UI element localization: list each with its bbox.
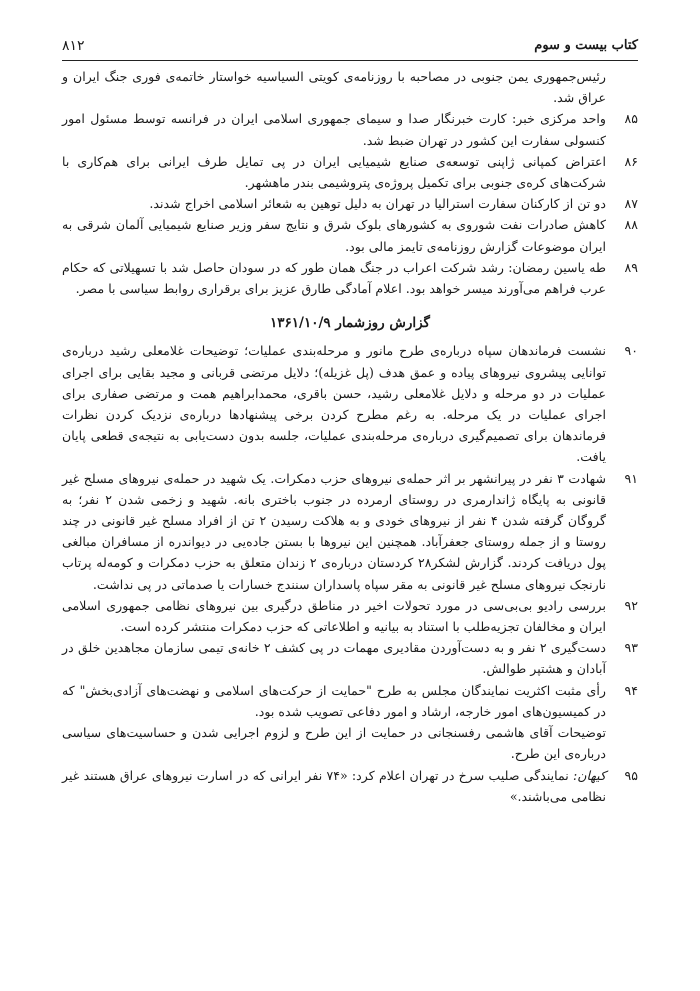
entry-number: ۸۷	[624, 196, 638, 212]
entry-text: دست‌گیری ۲ نفر و به دست‌آوردن مقادیری مهمات در پی کشف ۲ خانه‌ی تیمی سازمان مجاهدین خلق در آبادان و هشتپر طوالش.	[62, 640, 606, 677]
entry-number: ۸۹	[624, 259, 638, 275]
entry-body: نمایندگی صلیب سرخ در تهران اعلام کرد: «۷۴ نفر ایرانی که در اسارت نیروهای عراق هستند غیر نظامی می‌باشند.»	[62, 767, 606, 804]
entry-text: شهادت ۳ نفر در پیرانشهر بر اثر حمله‌ی نیروهای حزب دمکرات. یک شهید در حمله‌ی نیروهای مسلح غیر قانونی به پایگاه ژاندارمری در روستای ارمرده در جنوب باختری بانه. شهید و زخمی شدن ۲ نفر؛ به گروگان گرفته شدن ۴ نفر از نیروهای خودی و به هلاکت رسیدن ۲ تن از افراد مسلح غیر قانونی در چند روستا و از جمله روستای جعفرآباد. همچنین این نیروها با بستن جاده‌یی در دیواندره از مسافران مبالغی پول دریافت کردند. گزارش لشکر۲۸ کردستان درباره‌ی ۲ زندان متعلق به حزب دمکرات و کومه‌له پرتاب نارنجک نیروهای مسلح غیر قانونی به مقر سپاه پاسداران سنندج خسارات یا صدماتی در پی نداشت.	[62, 470, 606, 592]
entry-text: طه یاسین رمضان: رشد شرکت اعراب در جنگ همان طور که در سودان حاصل شد با تسهیلاتی که حکام عرب فراهم می‌آورند میسر خواهد بود. اعلام آمادگی طارق عزیز برای برقراری روابط سیاسی با مصر.	[62, 259, 606, 297]
entry-text: دو تن از کارکنان سفارت استرالیا در تهران به دلیل توهین به شعائر اسلامی اخراج شدند.	[149, 196, 606, 212]
entry-number: ۹۵	[624, 767, 638, 783]
entry-85	[62, 108, 638, 150]
section-heading: گزارش روزشمار ۱۳۶۱/۱۰/۹	[270, 315, 430, 332]
entry-93	[62, 637, 638, 679]
entry-86	[62, 151, 638, 193]
entry-text: رأی مثبت اکثریت نمایندگان مجلس به طرح "حمایت از حرکت‌های اسلامی و نهضت‌های آزادی‌بخش" که در کمیسیون‌های امور خارجه، ارشاد و امور دفاعی تصویب شده بود.	[62, 682, 606, 719]
entry-text	[62, 765, 606, 807]
entry-92	[62, 595, 638, 637]
page-content	[62, 66, 638, 807]
entry-88	[62, 214, 638, 256]
entry-number: ۸۸	[624, 217, 638, 233]
entry-90	[62, 340, 638, 467]
entry-number: ۹۰	[624, 343, 638, 359]
entry-text: نشست فرماندهان سپاه درباره‌ی طرح مانور و مرحله‌بندی عملیات؛ توضیحات غلامعلی رشید درباره‌ی توانایی پیشروی نیروهای پیاده و عمق هدف (پل غزیله)؛ دلایل مرتضی قربانی و مجید بقایی برای اجرای عملیات در دو مرحله و دلایل غلامعلی رشید، حسن باقری، محمدابراهیم همت و مرتضی صفاری برای اجرای عملیات در یک مرحله. به رغم مطرح کردن برخی پیشنهادها درباره‌ی نزدیک کردن نظرات فرماندهان برای تصمیم‌گیری درباره‌ی مرحله‌بندی عملیات، جلسه بدون دست‌یابی به نتیجه‌ی قطعی پایان یافت.	[62, 343, 606, 465]
entry-text: کاهش صادرات نفت شوروی به کشورهای بلوک شرق و نتایج سفر وزیر صنایع شیمیایی آلمان شرقی به ایران موضوعات گزارش روزنامه‌ی تایمز مالی بود.	[62, 217, 606, 254]
entry-91	[62, 468, 638, 595]
entry-89	[62, 257, 638, 299]
continued-paragraph: رئیس‌جمهوری یمن جنوبی در مصاحبه با روزنامه‌ی کویتی السیاسیه خواستار خاتمه‌ی فوری جنگ ایران و عراق شد.	[62, 69, 606, 106]
entry-number: ۹۴	[624, 682, 638, 698]
source-name: کیهان:	[573, 767, 606, 783]
entry-number: ۸۶	[624, 153, 638, 169]
entry-94	[62, 680, 638, 722]
entry-number: ۹۳	[624, 640, 638, 656]
entry-text: اعتراض کمپانی ژاپنی توسعه‌ی صنایع شیمیایی ایران در پی تمایل طرف ایرانی برای هم‌کاری با شرکت‌های کره‌ی جنوبی برای تکمیل پروژه‌ی پتروشیمی بندر ماهشهر.	[62, 153, 606, 191]
entry-number: ۹۲	[624, 597, 638, 613]
entry-94-continuation: توضیحات آقای هاشمی رفسنجانی در حمایت از این طرح و لزوم اجرایی شدن و حساسیت‌های سیاسی درباره‌ی این طرح.	[62, 725, 606, 762]
page-header	[62, 38, 638, 61]
entry-number: ۹۱	[624, 470, 638, 486]
entry-text: بررسی رادیو بی‌بی‌سی در مورد تحولات اخیر در مناطق درگیری بین نیروهای نظامی جمهوری اسلامی ایران و مخالفان تجزیه‌طلب با استناد به بیانیه و اطلاعاتی که حزب دمکرات منتشر کرده است.	[62, 597, 606, 635]
running-title: کتاب بیست و سوم	[534, 38, 638, 53]
entry-95	[62, 765, 638, 807]
entry-number: ۸۵	[624, 111, 638, 127]
entry-text: واحد مرکزی خبر: کارت خبرنگار صدا و سیمای جمهوری اسلامی ایران در فرانسه توسط مسئول امور کنسولی سفارت این کشور در تهران ضبط شد.	[62, 111, 606, 148]
entry-87	[62, 193, 638, 214]
page-number: ۸۱۲	[62, 38, 85, 54]
